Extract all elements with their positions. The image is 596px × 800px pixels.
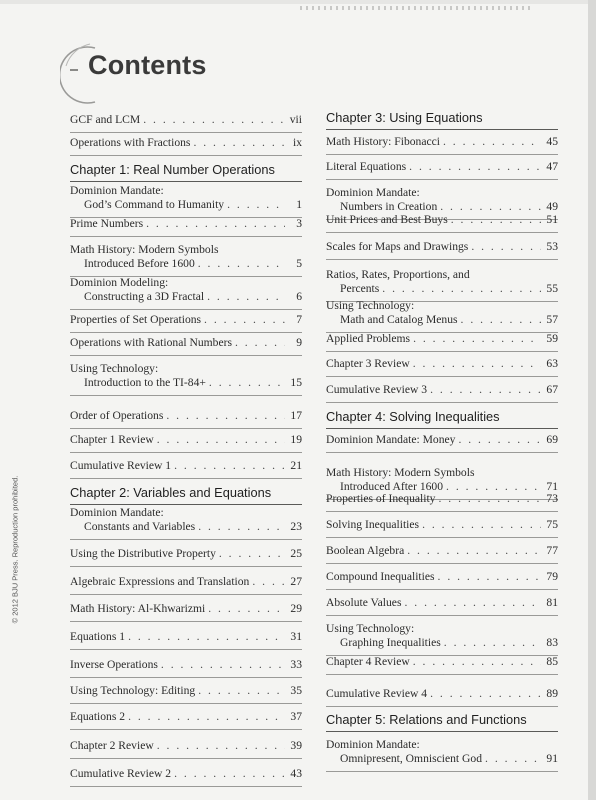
dot-leader [143,113,285,127]
page-number: 5 [296,257,302,270]
toc-entry-title: GCF and LCM [70,113,141,126]
toc-entry[interactable] [70,710,302,724]
toc-entry[interactable] [70,362,302,390]
dot-leader [207,290,285,304]
toc-entry[interactable] [326,466,558,494]
entry-rule [326,674,558,675]
page-number: 85 [546,655,558,668]
entry-rule [326,351,558,352]
dot-leader [430,383,541,397]
toc-entry-title: Algebraic Expressions and Translation [70,575,250,588]
dot-leader [128,630,285,644]
page-top-edge [0,0,596,4]
entry-rule [70,786,302,787]
dot-leader [413,332,541,346]
dot-leader [157,433,285,447]
toc-entry-title: Properties of Inequality [326,492,436,505]
page-number: 83 [546,636,558,649]
chapter-rule [70,181,302,182]
toc-entry-title: Math History: Fibonacci [326,135,440,148]
toc-entry[interactable] [70,217,302,231]
toc-entry[interactable] [70,243,302,271]
entry-rule [326,706,558,707]
page-number: 35 [290,684,302,697]
page-number: vii [289,113,302,126]
toc-entry-title: God’s Command to Humanity [84,198,225,211]
toc-entry[interactable] [326,518,558,532]
page-number: 45 [546,135,558,148]
dot-leader [461,313,541,327]
dot-leader [409,160,541,174]
toc-entry-title: Dominion Mandate: [326,186,420,199]
toc-entry-title: Constructing a 3D Fractal [84,290,205,303]
toc-entry[interactable] [70,313,302,327]
dot-leader [209,376,285,390]
dot-leader [438,492,541,506]
entry-rule [326,511,558,512]
toc-entry[interactable] [326,570,558,584]
chapter-heading-text: Chapter 4: Solving Inequalities [326,409,500,424]
page-number: 67 [546,383,558,396]
chapter-heading-text: Chapter 5: Relations and Functions [326,712,527,727]
page-title: Contents [88,50,207,80]
toc-entry[interactable] [70,575,302,589]
page-number: 47 [546,160,558,173]
toc-entry[interactable] [326,687,558,701]
toc-entry-title: Dominion Mandate: [70,506,164,519]
page-number: 59 [546,332,558,345]
toc-entry-title: Percents [340,282,380,295]
entry-rule [326,452,558,453]
dot-leader [157,739,285,753]
toc-entry-title: Cumulative Review 3 [326,383,428,396]
toc-entry[interactable] [70,113,302,127]
entry-rule [70,729,302,730]
toc-entry-title: Cumulative Review 2 [70,767,172,780]
page-number: 53 [546,240,558,253]
dot-leader [471,240,541,254]
toc-entry[interactable] [326,186,558,214]
page-number: 3 [296,217,302,230]
dot-leader [208,602,285,616]
dot-leader [382,282,541,296]
toc-entry-title: Equations 1 [70,630,126,643]
dot-leader [413,357,541,371]
toc-entry[interactable] [326,544,558,558]
page-number: 21 [290,459,302,472]
toc-entry[interactable] [70,276,302,304]
entry-rule [326,376,558,377]
dot-leader [174,459,285,473]
toc-entry[interactable] [326,268,558,296]
toc-entry-title: Introduced After 1600 [340,480,444,493]
toc-entry-title: Constants and Variables [84,520,196,533]
page-number: 19 [290,433,302,446]
toc-entry-title: Dominion Mandate: Money [326,433,456,446]
chapter-rule [70,504,302,505]
chapter-rule [326,731,558,732]
page-number: 55 [546,282,558,295]
entry-rule [70,677,302,678]
entry-rule [70,539,302,540]
entry-rule [70,703,302,704]
entry-rule [70,478,302,479]
dot-leader [204,313,285,327]
entry-rule [326,259,558,260]
entry-rule [70,649,302,650]
page-number: 63 [546,357,558,370]
entry-rule [326,537,558,538]
page-right-edge [588,0,596,800]
toc-entry-title: Literal Equations [326,160,407,173]
toc-entry-title: Using Technology: Editing [70,684,196,697]
toc-entry-title: Chapter 2 Review [70,739,154,752]
page-number: 23 [290,520,302,533]
chapter-heading [70,162,302,178]
chapter-rule [326,428,558,429]
chapter-heading [326,110,558,126]
toc-entry-title: Introduction to the TI-84+ [84,376,206,389]
toc-entry[interactable] [70,739,302,753]
toc-entry-title: Omnipresent, Omniscient God [340,752,483,765]
toc-entry-title: Ratios, Rates, Proportions, and [326,268,470,281]
dot-leader [227,198,285,212]
dot-leader [193,136,285,150]
dot-leader [128,710,285,724]
toc-entry[interactable] [70,409,302,423]
toc-entry[interactable] [326,433,558,447]
entry-rule [326,589,558,590]
toc-entry-title: Math History: Modern Symbols [70,243,219,256]
dot-leader [146,217,285,231]
page-number: 9 [296,336,302,349]
toc-entry[interactable] [326,492,558,506]
chapter-heading [326,409,558,425]
dot-leader [422,518,541,532]
entry-rule [326,615,558,616]
dot-leader [443,135,541,149]
toc-entry-title: Unit Prices and Best Buys [326,213,448,226]
dot-leader [430,687,541,701]
dot-leader [235,336,285,350]
toc-entry[interactable] [70,336,302,350]
entry-rule [326,232,558,233]
toc-entry[interactable] [70,506,302,534]
dot-leader [458,433,541,447]
toc-entry-title: Cumulative Review 1 [70,459,172,472]
toc-entry[interactable] [70,684,302,698]
toc-entry-title: Using Technology: [326,622,415,635]
entry-rule [326,563,558,564]
toc-entry-title: Math History: Modern Symbols [326,466,475,479]
toc-entry-title: Applied Problems [326,332,411,345]
dot-leader [219,547,285,561]
page-number: 43 [290,767,302,780]
chapter-heading-text: Chapter 1: Real Number Operations [70,162,275,177]
page-number: 73 [546,492,558,505]
entry-rule [326,154,558,155]
page-number: 71 [546,480,558,493]
toc-entry[interactable] [326,357,558,371]
page-number: 25 [290,547,302,560]
toc-entry-title: Inverse Operations [70,658,158,671]
entry-rule [70,355,302,356]
page-number: 17 [290,409,302,422]
toc-entry[interactable] [70,658,302,672]
toc-entry-title: Using Technology: [326,299,415,312]
toc-entry[interactable] [70,547,302,561]
dot-leader [404,596,541,610]
copyright-notice: © 2012 BJU Press. Reproduction prohibited. [10,475,20,624]
entry-rule [70,452,302,453]
toc-entry-title: Using the Distributive Property [70,547,216,560]
toc-entry-title: Using Technology: [70,362,159,375]
toc-entry[interactable] [326,240,558,254]
chapter-heading [70,485,302,501]
entry-rule [70,395,302,396]
dot-leader [198,520,285,534]
chapter-heading-text: Chapter 3: Using Equations [326,110,483,125]
entry-rule [70,621,302,622]
toc-entry-title: Dominion Mandate: [70,184,164,197]
dot-leader [451,213,541,227]
page-number: 77 [546,544,558,557]
toc-entry[interactable] [326,383,558,397]
toc-entry-title: Math History: Al-Khwarizmi [70,602,206,615]
page-number: 6 [296,290,302,303]
toc-entry[interactable] [326,213,558,227]
toc-entry[interactable] [326,596,558,610]
toc-entry[interactable] [70,184,302,212]
dot-leader [407,544,541,558]
decorative-dot-border [300,6,530,10]
toc-entry[interactable] [326,299,558,327]
page-number: 29 [290,602,302,615]
toc-entry[interactable] [326,160,558,174]
page-number: 1 [296,198,302,211]
chapter-rule [326,129,558,130]
dot-leader [198,684,285,698]
chapter-heading-text: Chapter 2: Variables and Equations [70,485,272,500]
page-number: 27 [290,575,302,588]
toc-entry-title: Equations 2 [70,710,126,723]
entry-rule [70,309,302,310]
dot-leader [198,257,285,271]
page-number: 31 [290,630,302,643]
page-number: 15 [290,376,302,389]
toc-entry[interactable] [326,655,558,669]
page-number: 49 [546,200,558,213]
entry-rule [326,402,558,403]
dot-leader [444,636,541,650]
chapter-heading [326,712,558,728]
dot-leader [174,767,285,781]
toc-entry-title: Properties of Set Operations [70,313,202,326]
page-number: 89 [546,687,558,700]
toc-entry-title: Chapter 3 Review [326,357,410,370]
entry-rule [70,155,302,156]
entry-rule [326,179,558,180]
toc-entry[interactable] [70,602,302,616]
entry-rule [70,332,302,333]
toc-entry-title: Scales for Maps and Drawings [326,240,469,253]
page-number: ix [292,136,302,149]
page-number: 69 [546,433,558,446]
dot-leader [438,570,541,584]
page-number: 37 [290,710,302,723]
entry-rule [70,758,302,759]
page-number: 91 [546,752,558,765]
toc-entry[interactable] [70,630,302,644]
toc-entry-title: Prime Numbers [70,217,144,230]
toc-entry[interactable] [326,332,558,346]
toc-entry[interactable] [70,136,302,150]
toc-entry-title: Boolean Algebra [326,544,405,557]
toc-entry[interactable] [326,135,558,149]
entry-rule [70,566,302,567]
dot-leader [485,752,541,766]
toc-entry[interactable] [70,433,302,447]
page-number: 7 [296,313,302,326]
toc-entry[interactable] [70,459,302,473]
entry-rule [70,236,302,237]
toc-entry-title: Introduced Before 1600 [84,257,195,270]
toc-entry-title: Graphing Inequalities [340,636,441,649]
page-number: 39 [290,739,302,752]
toc-entry-title: Solving Inequalities [326,518,420,531]
entry-rule [70,594,302,595]
dot-leader [166,409,285,423]
toc-entry[interactable] [326,738,558,766]
entry-rule [326,771,558,772]
entry-rule [70,428,302,429]
toc-entry-title: Math and Catalog Menus [340,313,458,326]
toc-entry-title: Compound Inequalities [326,570,435,583]
toc-entry-title: Chapter 1 Review [70,433,154,446]
page-number: 33 [290,658,302,671]
page-number: 51 [546,213,558,226]
dot-leader [413,655,541,669]
toc-entry-title: Operations with Rational Numbers [70,336,232,349]
toc-entry-title: Order of Operations [70,409,164,422]
dot-leader [440,200,541,214]
toc-entry[interactable] [70,767,302,781]
toc-entry-title: Numbers in Creation [340,200,438,213]
entry-rule [70,132,302,133]
toc-entry-title: Dominion Mandate: [326,738,420,751]
dot-leader [161,658,285,672]
toc-entry-title: Absolute Values [326,596,402,609]
page-number: 79 [546,570,558,583]
page-number: 57 [546,313,558,326]
toc-entry[interactable] [326,622,558,650]
toc-entry-title: Operations with Fractions [70,136,191,149]
page-number: 75 [546,518,558,531]
dot-leader [252,575,285,589]
page-number: 81 [546,596,558,609]
toc-entry-title: Chapter 4 Review [326,655,410,668]
toc-entry-title: Dominion Modeling: [70,276,169,289]
toc-entry-title: Cumulative Review 4 [326,687,428,700]
